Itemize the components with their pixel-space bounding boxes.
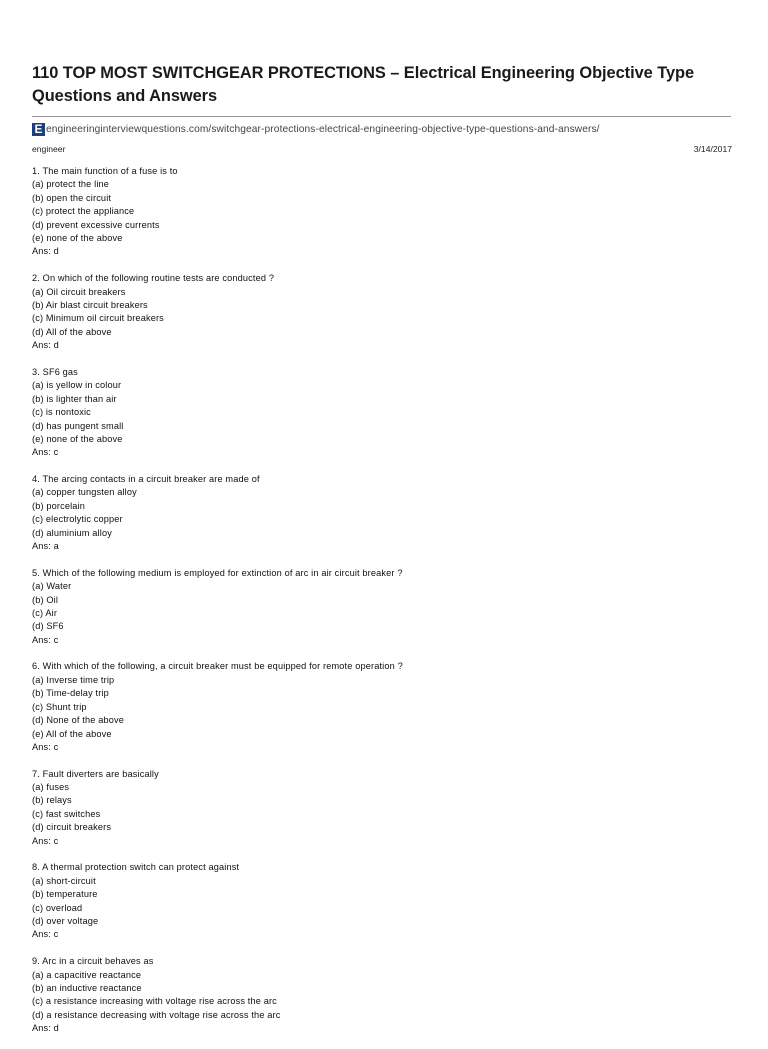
answer-option: (e) none of the above	[32, 233, 123, 244]
answer-option: (b) temperature	[32, 889, 98, 900]
answer-key: Ans: c	[32, 835, 59, 846]
answer-option: (d) a resistance decreasing with voltage rise across the arc	[32, 1009, 281, 1020]
answer-option: (e) All of the above	[32, 728, 112, 739]
question-block	[32, 768, 732, 848]
answer-key: Ans: c	[32, 929, 59, 940]
source-url[interactable]: engineeringinterviewquestions.com/switchgear-protections-electrical-engineering-objective-type-questions-and-answers/	[46, 123, 600, 135]
answer-option: (c) Shunt trip	[32, 701, 87, 712]
answer-option: (c) overload	[32, 902, 83, 913]
title-divider	[32, 116, 731, 117]
author-label: engineer	[32, 144, 66, 154]
answer-option: (c) is nontoxic	[32, 407, 91, 418]
answer-option: (b) Time-delay trip	[32, 688, 109, 699]
source-row	[32, 121, 732, 137]
answer-option: (d) aluminium alloy	[32, 527, 112, 538]
answer-option: (b) is lighter than air	[32, 393, 117, 404]
answer-option: (a) Inverse time trip	[32, 674, 115, 685]
answer-option: (d) None of the above	[32, 715, 125, 726]
answer-option: (d) over voltage	[32, 915, 99, 926]
answer-key: Ans: d	[32, 1023, 59, 1034]
question-block	[32, 473, 732, 553]
answer-option: (b) Oil	[32, 594, 59, 605]
answer-option: (a) Oil circuit breakers	[32, 286, 126, 297]
answer-option: (d) circuit breakers	[32, 822, 112, 833]
answer-option: (a) protect the line	[32, 179, 110, 190]
answer-option: (b) porcelain	[32, 500, 86, 511]
question-block	[32, 567, 732, 647]
answer-option: (d) has pungent small	[32, 420, 124, 431]
question-text: 4. The arcing contacts in a circuit breaker are made of	[32, 474, 260, 485]
answer-option: (b) relays	[32, 795, 72, 806]
answer-option: (a) short-circuit	[32, 875, 96, 886]
answer-key: Ans: c	[32, 447, 59, 458]
page-title: 110 TOP MOST SWITCHGEAR PROTECTIONS – Electrical Engineering Objective Type Questions and Answers	[32, 64, 695, 105]
question-text: 5. Which of the following medium is employed for extinction of arc in air circuit breaker ?	[32, 567, 403, 578]
answer-option: (c) Air	[32, 607, 58, 618]
question-text: 3. SF6 gas	[32, 366, 78, 377]
question-block	[32, 272, 732, 352]
answer-option: (c) protect the appliance	[32, 206, 135, 217]
answer-key: Ans: c	[32, 741, 59, 752]
question-text: 9. Arc in a circuit behaves as	[32, 956, 154, 967]
question-block	[32, 955, 732, 1035]
meta-row	[32, 143, 732, 155]
question-text: 8. A thermal protection switch can protect against	[32, 862, 240, 873]
answer-option: (b) open the circuit	[32, 192, 112, 203]
answer-option: (d) All of the above	[32, 326, 112, 337]
answer-key: Ans: d	[32, 340, 59, 351]
answer-key: Ans: a	[32, 541, 59, 552]
question-block	[32, 861, 732, 941]
answer-option: (b) Air blast circuit breakers	[32, 299, 148, 310]
answer-option: (e) none of the above	[32, 433, 123, 444]
answer-option: (a) fuses	[32, 782, 70, 793]
question-text: 7. Fault diverters are basically	[32, 768, 159, 779]
question-block	[32, 660, 732, 754]
question-text: 2. On which of the following routine tests are conducted ?	[32, 273, 275, 284]
date-label: 3/14/2017	[693, 144, 732, 154]
document-page	[32, 62, 732, 1049]
answer-key: Ans: c	[32, 634, 59, 645]
question-block	[32, 366, 732, 460]
answer-option: (d) prevent excessive currents	[32, 219, 160, 230]
answer-option: (a) is yellow in colour	[32, 380, 122, 391]
answer-option: (c) electrolytic copper	[32, 514, 123, 525]
question-block	[32, 165, 732, 259]
answer-option: (c) Minimum oil circuit breakers	[32, 313, 164, 324]
answer-option: (a) a capacitive reactance	[32, 969, 142, 980]
answer-option: (c) a resistance increasing with voltage rise across the arc	[32, 996, 277, 1007]
question-text: 6. With which of the following, a circuit breaker must be equipped for remote operation ?	[32, 661, 403, 672]
answer-option: (a) copper tungsten alloy	[32, 487, 137, 498]
answer-option: (b) an inductive reactance	[32, 982, 142, 993]
question-list	[32, 165, 732, 1036]
answer-key: Ans: d	[32, 246, 59, 257]
answer-option: (a) Water	[32, 581, 72, 592]
site-logo-icon: E	[32, 123, 45, 136]
answer-option: (c) fast switches	[32, 808, 101, 819]
question-text: 1. The main function of a fuse is to	[32, 166, 178, 176]
answer-option: (d) SF6	[32, 621, 64, 632]
